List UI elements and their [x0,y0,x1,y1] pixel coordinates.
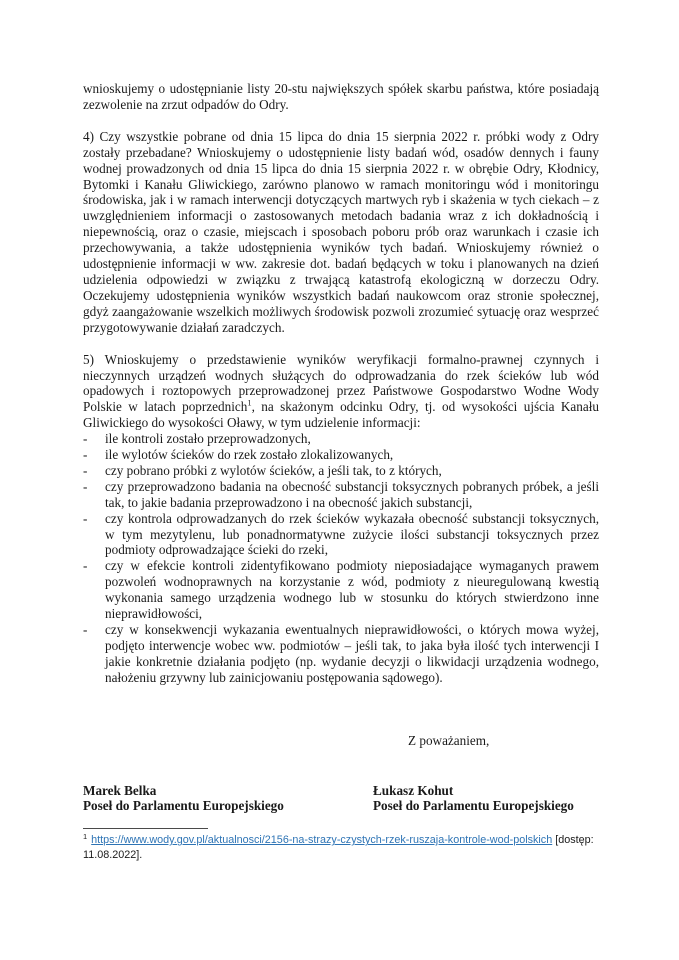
bullet-dash: - [83,478,88,494]
paragraph-5-text-after: , na skażonym odcinku Odry, tj. od wysokości ujścia Kanału Gliwickiego do wysokości Oławy, w tym udzielenie informacji: [83,399,599,431]
closing-salutation: Z poważaniem, [408,732,490,748]
bullet-dash: - [83,431,88,447]
signature-block [83,783,599,815]
signature-title: Poseł do Parlamentu Europejskiego [373,798,574,814]
paragraph-4: 4) Czy wszystkie pobrane od dnia 15 lipca do dnia 15 sierpnia 2022 r. próbki wody z Odry zostały przebadane? Wnioskujemy o udostępnienie listy badań wód, osadów dennych i fauny wodnej prowadzonych od dnia 15 lipca do dnia 15 sierpnia 2022 r. w obrębie Odry, Kłodnicy, Bytomki i Kanału Gliwickiego, zarówno planowo w ramach monitoringu wód i monitoringu środowiska, jak i w ramach interwencji dotyczących martwych ryb i skażenia w tych ciekach – z uwzględnieniem informacji o zastosowanych metodach badania wraz z ich dokładnością i niepewnością, oraz o czasie, miejscach i sposobach poboru prób oraz warunkach i czasie ich przechowywania, a także udostępnienia wyników tych badań. Wnioskujemy również o udostępnienie informacji w ww. zakresie dot. badań będących w toku i planowanych na dzień udzielenia odpowiedzi w związku z trwającą katastrofą ekologiczną w dorzeczu Odry. Oczekujemy udostępnienia wyników wszystkich badań naukowcom oraz stronie społecznej, gdyż zaangażowanie wszelkich możliwych środowisk pozwoli zrozumieć sytuację oraz wesprzeć przygotowywanie działań zaradczych. [83,128,599,335]
bullet-list [83,431,599,686]
list-item-text: czy kontrola odprowadzanych do rzek ścieków wykazała obecność substancji toksycznych, w tym mezytylenu, lub ponadnormatywne zużycie ilości substancji toksycznych przez podmioty odprowadzające ścieki do rzeki, [105,510,599,558]
paragraph-5 [83,352,599,432]
list-item [83,447,599,463]
footnote-area [83,828,599,863]
letter-body [83,81,599,863]
bullet-dash: - [83,622,88,637]
footnote-access-note: [dostęp: 11.08.2022]. [83,834,594,862]
list-item-text: czy w konsekwencji wykazania ewentualnych nieprawidłowości, o których mowa wyżej, podjęto interwencje wobec ww. podmiotów – jeśli tak, to jaka była ilość tych interwencji I jakie konkretnie działania podjęto (np. wydanie decyzji o likwidacji urządzenia wodnego, nałożeniu grzywny lub zainicjowaniu postępowania sądowego). [105,622,599,685]
bullet-dash: - [83,462,88,478]
bullet-dash: - [83,558,88,574]
list-item [83,431,599,447]
signature-name: Marek Belka [83,782,157,798]
footnote-reference: 1 [247,397,252,408]
bullet-dash: - [83,447,88,463]
list-item-text: czy w efekcie kontroli zidentyfikowano podmioty nieposiadające wymaganych prawem pozwoleń wodnoprawnych na korzystanie z wód, podmioty z nieuregulowaną kwestią wykonania samego urządzenia wodnego lub w stosunku do których stwierdzono inne nieprawidłowości, [105,558,599,622]
list-item-text: czy przeprowadzono badania na obecność substancji toksycznych pobranych próbek, a jeśli tak, to jakie badania przeprowadzono i na obecność jakich substancji, [105,478,599,510]
list-item [83,511,599,559]
signature-right [373,783,599,815]
list-item [83,479,599,511]
signature-left [83,783,373,815]
bullet-dash: - [83,510,88,526]
list-item [83,463,599,479]
list-item-text: ile kontroli zostało przeprowadzonych, [105,431,311,447]
list-item [83,622,599,686]
list-item [83,558,599,622]
list-item-text: ile wylotów ścieków do rzek zostało zlokalizowanych, [105,447,394,463]
footnote-link[interactable]: https://www.wody.gov.pl/aktualnosci/2156-na-strazy-czystych-rzek-ruszaja-kontrole-wod-polskich [91,834,553,847]
signature-title: Poseł do Parlamentu Europejskiego [83,798,284,814]
list-item-text: czy pobrano próbki z wylotów ścieków, a jeśli tak, to z których, [105,462,442,478]
paragraph-intro: wnioskujemy o udostępnianie listy 20-stu największych spółek skarbu państwa, które posiadają zezwolenie na zrzut odpadów do Odry. [83,81,599,112]
signature-name: Łukasz Kohut [373,782,454,798]
paragraph-5-text-before: 5) Wnioskujemy o przedstawienie wyników weryfikacji formalno-prawnej czynnych i nieczynnych urządzeń wodnych służących do odprowadzania do rzek ścieków lub wód opadowych i roztopowych przeprowadzonej przez Państwowe Gospodarstwo Wodne Wody Polskie w latach poprzednich [83,351,599,415]
footnote-marker: 1 [83,831,88,841]
footnote-separator [83,828,208,829]
